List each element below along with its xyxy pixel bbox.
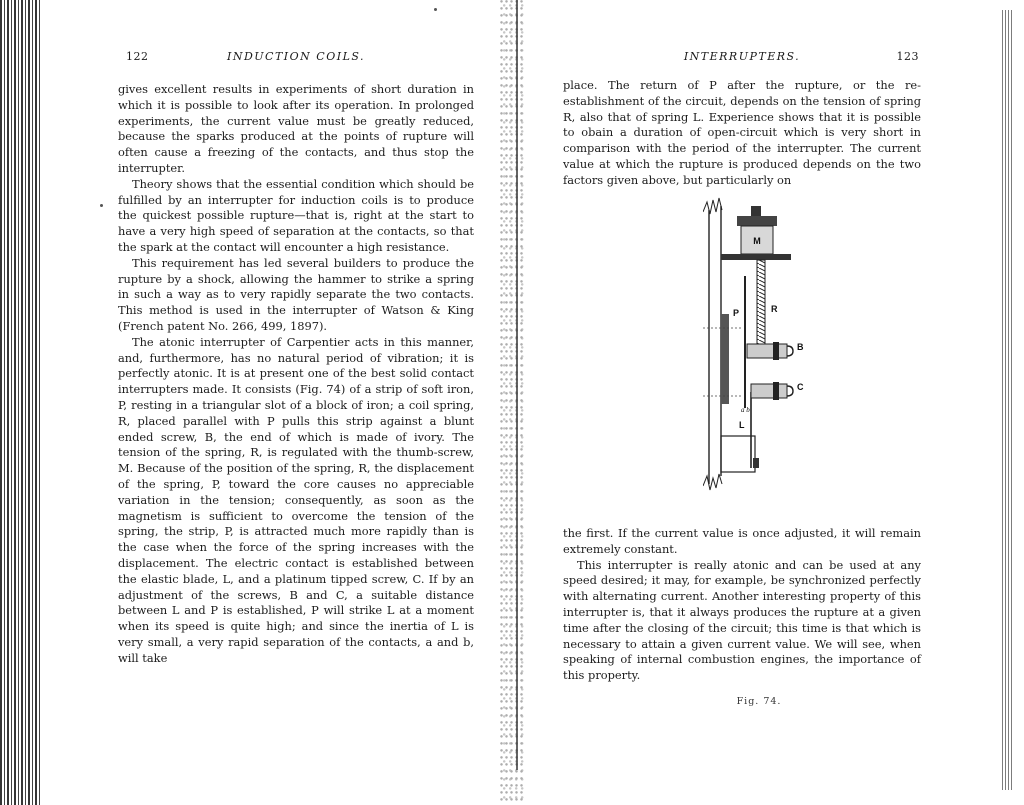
iron-core [721,314,729,404]
left-body-text [118,82,474,666]
break-line-bottom [703,474,722,490]
label-m: M [753,236,761,246]
label-c: C [797,382,804,392]
thumb-screw-stem [751,206,761,216]
paragraph: The atonic interrupter of Carpentier acts in this manner, and, furthermore, has no natural period of vibration; it is perfectly atonic. It is at present one of the best solid contact interrupters made. It consists (Fig. 74) of a strip of soft iron, P, resting in a triangular slot of a block of iron; a coil spring, R, placed parallel with P pulls this strip against a blunt ended screw, B, the end of which is made of ivory. The tension of the spring, R, is regulated with the thumb-screw, M. Because of the position of the spring, R, the displacement of the spring, P, toward the core causes no appreciable variation in the tension; consequently, as soon as the magnetism is sufficient to overcome the tension of the spring, the strip, P, is attracted much more rapidly than is the case when the force of the spring increases with the displacement. The electric contact is established between the elastic blade, L, and a platinum tipped screw, C. If by an adjustment of the screws, B and C, a suitable distance between L and P is established, P will strike L at a moment when its speed is quite high; and since the inertia of L is very small, a very rapid separation of the contacts, a and b, will take [118,334,474,665]
paragraph: This requirement has led several builders to produce the rupture by a shock, allowing the hammer to strike a spring in such a way as to very rapidly separate the two contacts. This method is used in the interrupter of Watson & King (French patent No. 266, 499, 1897). [118,255,474,333]
screw-c-terminal [787,386,793,396]
paragraph: the first. If the current value is once adjusted, it will remain extremely constant. [563,526,921,556]
spring-r [757,260,765,350]
right-running-head [563,50,921,68]
thumb-screw-head [737,216,777,226]
scan-edge-left [0,0,40,805]
screw-c-nut [773,382,779,400]
right-body-text-top [563,78,921,189]
label-b: B [797,342,804,352]
label-l: L [739,420,745,430]
screw-b-terminal [787,346,793,356]
right-body-text-bottom [563,526,921,684]
break-line-top [703,198,722,214]
label-p: P [733,308,740,318]
base-block [721,436,755,472]
right-running-title: INTERRUPTERS. [683,50,801,63]
paragraph: gives excellent results in experiments of short duration in which it is possible to look after its operation. In prolonged experiments, the current value must be greatly reduced, because the sparks produced at the points of rupture will often cause a freezing of the contacts, and thus stop the interrupter. [118,82,474,175]
figure-74 [703,196,815,707]
screw-b [747,344,787,358]
screw-c [751,384,787,398]
book-gutter [500,0,524,805]
paragraph: Theory shows that the essential condition which should be fulfilled by an interrupter for induction coils is to produce the quickest possible rupture—that is, right at the start to have a very high speed of separation at the contacts, so that the spark at the contact will encounter a high resistance. [118,176,474,254]
scan-speck [434,8,437,11]
left-running-head [118,50,474,68]
bracket [721,254,791,260]
label-ab: a b [741,406,750,414]
right-page-number: 123 [896,50,919,63]
scan-edge-right [1002,10,1012,790]
label-r: R [771,304,778,314]
left-running-title: INDUCTION COILS. [226,50,366,63]
screw-b-nut [773,342,779,360]
paragraph: place. The return of P after the rupture, or the re-establishment of the circuit, depends on the tension of spring R, also that of spring L. Experience shows that it is possible to obain a duration of open-circuit which is very short in comparison with the period of the interrupter. The current value at which the rupture is produced depends on the two factors given above, but particularly on [563,78,921,187]
paragraph: This interrupter is really atonic and can be used at any speed desired; it may, for example, be synchronized perfectly with alternating current. Another interesting property of this interrupter is, that it always produces the rupture at a given time after the closing of the circuit; this time is that which is necessary to attain a given current value. We will see, when speaking of internal combustion engines, the importance of this property. [563,557,921,683]
base-screw [753,458,759,468]
gutter-line [516,0,518,770]
scan-speck [100,204,103,207]
figure-caption: Fig. 74. [736,696,782,707]
left-page-number: 122 [126,50,149,63]
interrupter-diagram [703,196,815,496]
